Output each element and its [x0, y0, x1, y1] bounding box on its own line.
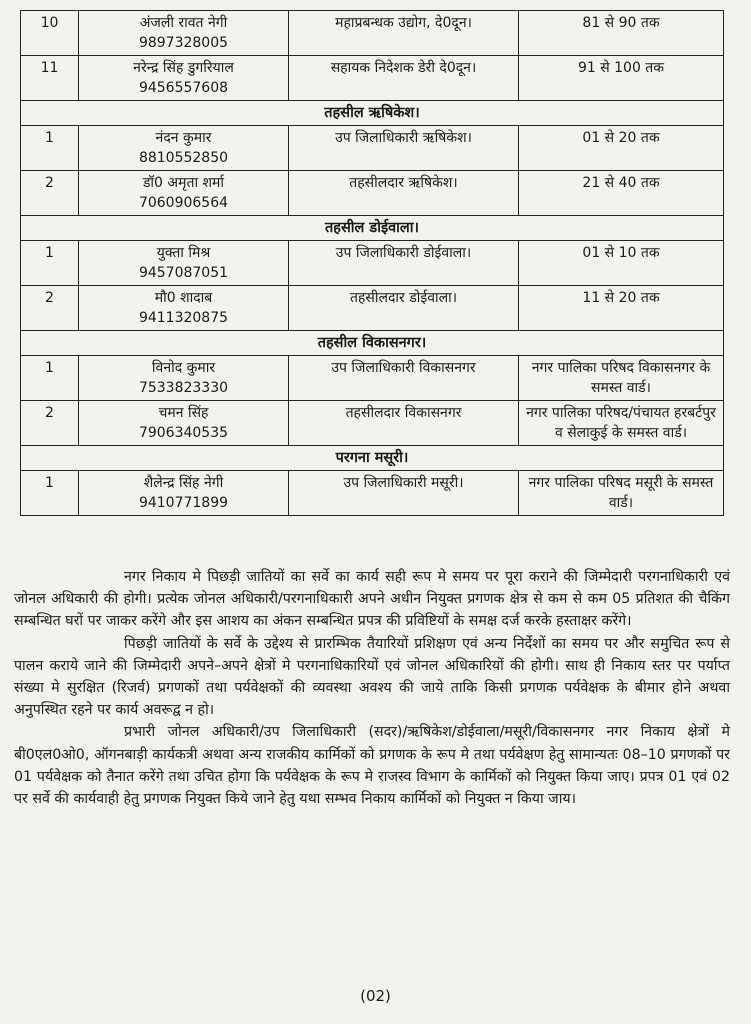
- serial-number-cell: 2: [21, 171, 79, 216]
- officer-name: अंजली रावत नेगी: [139, 15, 228, 31]
- section-title: परगना मसूरी।: [21, 446, 724, 471]
- officer-phone: 9457087051: [138, 265, 229, 281]
- officer-phone: 9411320875: [138, 310, 229, 326]
- ward-range-cell: नगर पालिका परिषद मसूरी के समस्त वार्ड।: [519, 471, 724, 516]
- table-row: [21, 171, 724, 216]
- table-row: [21, 471, 724, 516]
- table-row: [21, 126, 724, 171]
- officer-phone: 9897328005: [138, 35, 229, 51]
- designation-cell: तहसीलदार ऋषिकेश।: [289, 171, 519, 216]
- designation-cell: महाप्रबन्धक उद्योग, दे0दून।: [289, 11, 519, 56]
- designation-cell: तहसीलदार विकासनगर: [289, 401, 519, 446]
- section-title: तहसील ऋषिकेश।: [21, 101, 724, 126]
- table-row: [21, 286, 724, 331]
- section-title: तहसील डोईवाला।: [21, 216, 724, 241]
- officer-cell: [79, 471, 289, 516]
- serial-number-cell: 1: [21, 356, 79, 401]
- instructions-text: [14, 566, 730, 810]
- ward-range-cell: 01 से 10 तक: [519, 241, 724, 286]
- officer-phone: 8810552850: [138, 150, 229, 166]
- designation-cell: तहसीलदार डोईवाला।: [289, 286, 519, 331]
- officer-name: युक्ता मिश्र: [156, 245, 211, 261]
- designation-cell: उप जिलाधिकारी डोईवाला।: [289, 241, 519, 286]
- ward-range-cell: 11 से 20 तक: [519, 286, 724, 331]
- serial-number-cell: 1: [21, 126, 79, 171]
- officer-phone: 7906340535: [138, 425, 229, 441]
- officer-phone: 7533823330: [138, 380, 229, 396]
- section-header-row: [21, 101, 724, 126]
- officer-phone: 9410771899: [138, 495, 229, 511]
- section-title: तहसील विकासनगर।: [21, 331, 724, 356]
- designation-cell: उप जिलाधिकारी ऋषिकेश।: [289, 126, 519, 171]
- paragraph: नगर निकाय मे पिछड़ी जातियों का सर्वे का कार्य सही रूप मे समय पर पूरा कराने की जिम्मेदारी परगनाधिकारी एवं जोनल अधिकारी की होगी। प्रत्येक जोनल अधिकारी/परगनाधिकारी अपने अधीन नियुक्त प्रगणक क्षेत्र से कम से कम 05 प्रतिशत की चैकिंग सम्बन्धित घरों पर जाकर करेंगे और इस आशय का अंकन सम्बन्धित प्रपत्र की प्रविष्टियों के समक्ष दर्ज करके हस्ताक्षर करेंगे।: [14, 569, 730, 630]
- paragraph: प्रभारी जोनल अधिकारी/उप जिलाधिकारी (सदर)/ऋषिकेश/डोईवाला/मसूरी/विकासनगर नगर निकाय क्षेत्रों मे बी0एल0ओ0, ऑगनबाड़ी कार्यकत्री अथवा अन्य राजकीय कार्मिकों को प्रगणक के रूप मे तथा पर्यवेक्षण हेतु सामान्यतः 08–10 प्रगणकों पर 01 पर्यवेक्षक को तैनात करेंगे तथा उचित होगा कि पर्यवेक्षक के रूप मे राजस्व विभाग के कार्मिकों को नियुक्त किया जाए। प्रपत्र 01 एवं 02 पर सर्वे की कार्यवाही हेतु प्रगणक नियुक्त किये जाने हेतु यथा सम्भव निकाय कार्मिकों को नियुक्त न किया जाय।: [14, 724, 730, 808]
- designation-cell: सहायक निदेशक डेरी दे0दून।: [289, 56, 519, 101]
- officer-cell: [79, 11, 289, 56]
- serial-number-cell: 2: [21, 286, 79, 331]
- ward-range-cell: 81 से 90 तक: [519, 11, 724, 56]
- officer-assignment-table: [20, 10, 724, 516]
- officer-cell: [79, 286, 289, 331]
- officer-name: डॉ0 अमृता शर्मा: [142, 175, 225, 191]
- officer-cell: [79, 356, 289, 401]
- serial-number-cell: 1: [21, 471, 79, 516]
- ward-range-cell: नगर पालिका परिषद/पंचायत हरबर्टपुर व सेलाकुई के समस्त वार्ड।: [519, 401, 724, 446]
- serial-number-cell: 10: [21, 11, 79, 56]
- ward-range-cell: 21 से 40 तक: [519, 171, 724, 216]
- officer-name: चमन सिंह: [158, 405, 209, 421]
- officer-name: विनोद कुमार: [151, 360, 216, 376]
- table-row: [21, 56, 724, 101]
- page-number: (02): [360, 987, 391, 1005]
- paragraph: पिछड़ी जातियों के सर्वे के उद्देश्य से प्रारम्भिक तैयारियों प्रशिक्षण एवं अन्य निर्देशों का समय पर और समुचित रूप से पालन कराये जाने की जिम्मेदारी अपने–अपने क्षेत्रों मे परगनाधिकारियों एवं जोनल अधिकारियों की होगी। साथ ही निकाय स्तर पर पर्याप्त संख्या मे सुरक्षित (रिजर्व) प्रगणकों तथा पर्यवेक्षकों की व्यवस्था अवश्य की जाये ताकि किसी प्रगणक पर्यवेक्षक के बीमार होने अथवा अनुपस्थित रहने पर कार्य अवरूद्व न हो।: [14, 635, 730, 719]
- officer-phone: 7060906564: [138, 195, 229, 211]
- designation-cell: उप जिलाधिकारी मसूरी।: [289, 471, 519, 516]
- table-row: [21, 401, 724, 446]
- ward-range-cell: 01 से 20 तक: [519, 126, 724, 171]
- officer-name: नरेन्द्र सिंह डुगरियाल: [133, 60, 234, 76]
- serial-number-cell: 11: [21, 56, 79, 101]
- table-row: [21, 356, 724, 401]
- table-row: [21, 11, 724, 56]
- serial-number-cell: 1: [21, 241, 79, 286]
- section-header-row: [21, 216, 724, 241]
- officer-cell: [79, 56, 289, 101]
- officer-phone: 9456557608: [138, 80, 229, 96]
- table-row: [21, 241, 724, 286]
- officer-cell: [79, 126, 289, 171]
- section-header-row: [21, 331, 724, 356]
- officer-name: शैलेन्द्र सिंह नेगी: [143, 475, 224, 491]
- officer-cell: [79, 241, 289, 286]
- officer-cell: [79, 401, 289, 446]
- ward-range-cell: नगर पालिका परिषद विकासनगर के समस्त वार्ड।: [519, 356, 724, 401]
- officer-name: नंदन कुमार: [155, 130, 212, 146]
- serial-number-cell: 2: [21, 401, 79, 446]
- designation-cell: उप जिलाधिकारी विकासनगर: [289, 356, 519, 401]
- officer-name: मौ0 शादाब: [154, 290, 213, 306]
- officer-cell: [79, 171, 289, 216]
- ward-range-cell: 91 से 100 तक: [519, 56, 724, 101]
- section-header-row: [21, 446, 724, 471]
